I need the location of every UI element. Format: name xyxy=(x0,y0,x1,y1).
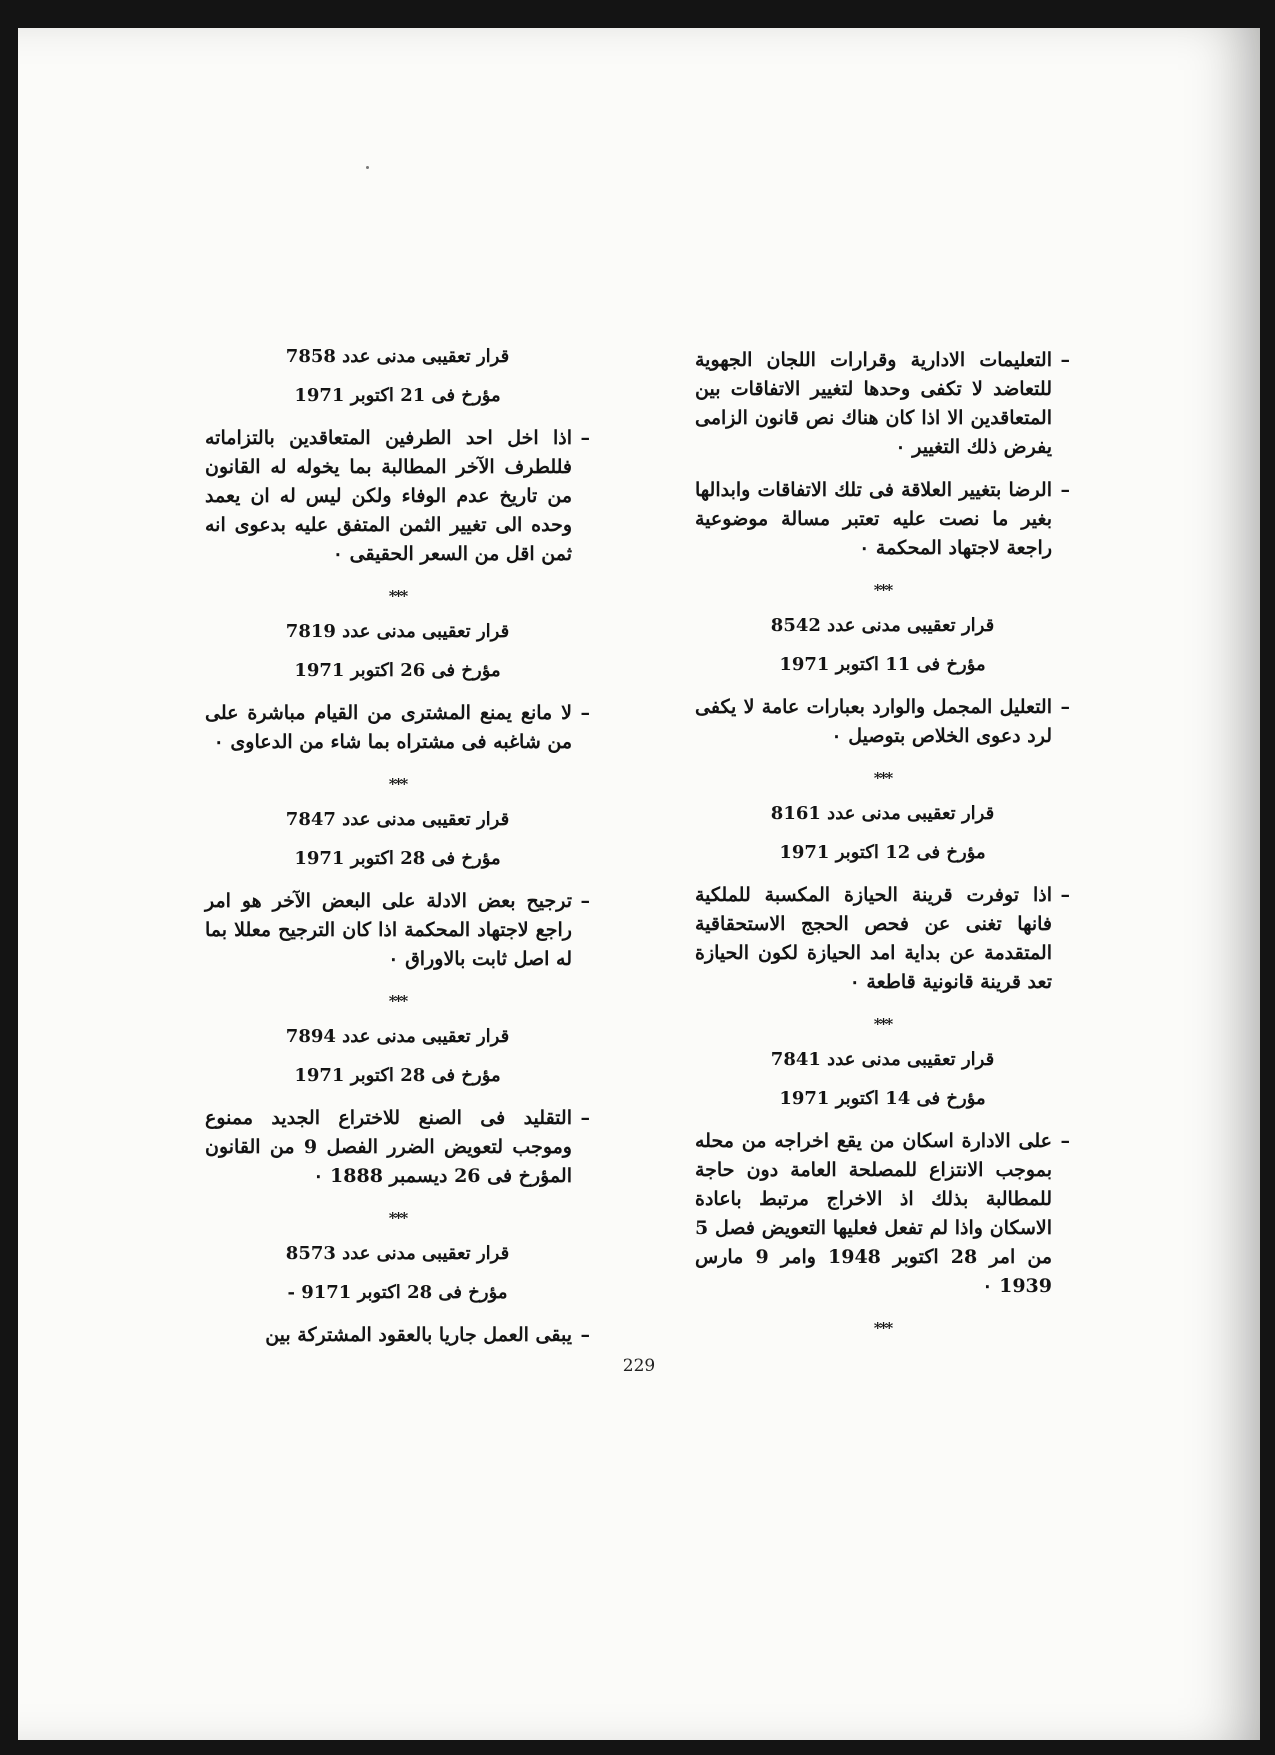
right-column xyxy=(695,346,1070,1353)
decision-title: قرار تعقيبى مدنى عدد 7841 xyxy=(770,1049,995,1070)
ink-speck xyxy=(366,166,369,169)
item-dash: – xyxy=(1060,696,1070,718)
decision-date: مؤرخ فى 28 اكتوبر 9171 - xyxy=(287,1282,508,1303)
decision-title: قرار تعقيبى مدنى عدد 8573 xyxy=(285,1243,510,1264)
decision-title: قرار تعقيبى مدنى عدد 8161 xyxy=(770,803,995,824)
item-dash: – xyxy=(1060,349,1070,371)
list-item xyxy=(695,881,1070,997)
section-separator-stars: ⁎⁎⁎ xyxy=(388,771,407,789)
item-dash: – xyxy=(580,1107,590,1129)
list-item xyxy=(205,1321,590,1350)
item-text: التعليمات الادارية وقرارات اللجان الجهوية للتعاضد لا تكفى وحدها لتغيير الاتفاقات بين المتعاقدين الا اذا كان هناك نص قانون الزامى يفرض ذلك التغيير ٠ xyxy=(695,349,1052,458)
list-item xyxy=(205,424,590,569)
decision-title: قرار تعقيبى مدنى عدد 7819 xyxy=(285,621,510,642)
section-separator-stars: ⁎⁎⁎ xyxy=(388,583,407,601)
item-text: الرضا بتغيير العلاقة فى تلك الاتفاقات وابدالها بغير ما نصت عليه تعتبر مسالة موضوعية راجعة لاجتهاد المحكمة ٠ xyxy=(695,479,1052,559)
list-item xyxy=(695,693,1070,751)
decision-title: قرار تعقيبى مدنى عدد 7894 xyxy=(285,1026,510,1047)
list-item xyxy=(695,476,1070,563)
decision-date: مؤرخ فى 14 اكتوبر 1971 xyxy=(779,1088,986,1109)
left-column xyxy=(205,346,590,1364)
list-item xyxy=(695,1127,1070,1301)
item-text: اذا توفرت قرينة الحيازة المكسبة للملكية فانها تغنى عن فحص الحجج الاستحقاقية المتقدمة عن بداية امد الحيازة لكون الحيازة تعد قرينة قانونية قاطعة ٠ xyxy=(695,884,1052,993)
decision-date: مؤرخ فى 28 اكتوبر 1971 xyxy=(294,1065,501,1086)
item-text: التقليد فى الصنع للاختراع الجديد ممنوع وموجب لتعويض الضرر الفصل 9 من القانون المؤرخ فى 26 ديسمبر 1888 ٠ xyxy=(205,1107,572,1187)
item-text: اذا اخل احد الطرفين المتعاقدين بالتزاماته فللطرف الآخر المطالبة بما يخوله له القانون من تاريخ عدم الوفاء ولكن ليس له ان يعمد وحده الى تغيير الثمن المتفق عليه بدعوى انه ثمن اقل من السعر الحقيقى ٠ xyxy=(205,427,572,565)
decision-date: مؤرخ فى 12 اكتوبر 1971 xyxy=(779,842,986,863)
decision-date: مؤرخ فى 28 اكتوبر 1971 xyxy=(294,848,501,869)
section-separator-stars: ⁎⁎⁎ xyxy=(388,1205,407,1223)
section-separator-stars: ⁎⁎⁎ xyxy=(873,1011,892,1029)
list-item xyxy=(205,887,590,974)
section-separator-stars: ⁎⁎⁎ xyxy=(388,988,407,1006)
list-item xyxy=(205,1104,590,1191)
item-dash: – xyxy=(580,1324,590,1346)
section-separator-stars: ⁎⁎⁎ xyxy=(873,1315,892,1333)
decision-date: مؤرخ فى 11 اكتوبر 1971 xyxy=(779,654,986,675)
item-text: ترجيح بعض الادلة على البعض الآخر هو امر راجع لاجتهاد المحكمة اذا كان الترجيح معللا بما له اصل ثابت بالاوراق ٠ xyxy=(205,890,572,970)
section-separator-stars: ⁎⁎⁎ xyxy=(873,577,892,595)
item-text: على الادارة اسكان من يقع اخراجه من محله بموجب الانتزاع للمصلحة العامة دون حاجة للمطالبة بذلك اذ الاخراج مرتبط باعادة الاسكان واذا لم تفعل فعليها التعويض فصل 5 من امر 28 اكتوبر 1948 وامر 9 مارس 1939 ٠ xyxy=(695,1130,1053,1297)
decision-title: قرار تعقيبى مدنى عدد 8542 xyxy=(770,615,995,636)
list-item xyxy=(205,699,590,757)
item-dash: – xyxy=(1060,1130,1070,1152)
item-dash: – xyxy=(1060,884,1070,906)
decision-title: قرار تعقيبى مدنى عدد 7847 xyxy=(285,809,510,830)
item-dash: – xyxy=(1060,479,1070,501)
decision-date: مؤرخ فى 26 اكتوبر 1971 xyxy=(294,660,501,681)
decision-date: مؤرخ فى 21 اكتوبر 1971 xyxy=(294,385,501,406)
item-dash: – xyxy=(580,890,590,912)
item-text: لا مانع يمنع المشترى من القيام مباشرة على من شاغبه فى مشتراه بما شاء من الدعاوى ٠ xyxy=(205,702,572,753)
item-dash: – xyxy=(580,702,590,724)
list-item xyxy=(695,346,1070,462)
page-number: 229 xyxy=(622,1356,656,1376)
item-text: التعليل المجمل والوارد بعبارات عامة لا يكفى لرد دعوى الخلاص بتوصيل ٠ xyxy=(695,696,1052,747)
document-page xyxy=(18,28,1260,1740)
item-dash: – xyxy=(580,427,590,449)
section-separator-stars: ⁎⁎⁎ xyxy=(873,765,892,783)
item-text: يبقى العمل جاريا بالعقود المشتركة بين xyxy=(265,1324,572,1346)
decision-title: قرار تعقيبى مدنى عدد 7858 xyxy=(285,346,510,367)
